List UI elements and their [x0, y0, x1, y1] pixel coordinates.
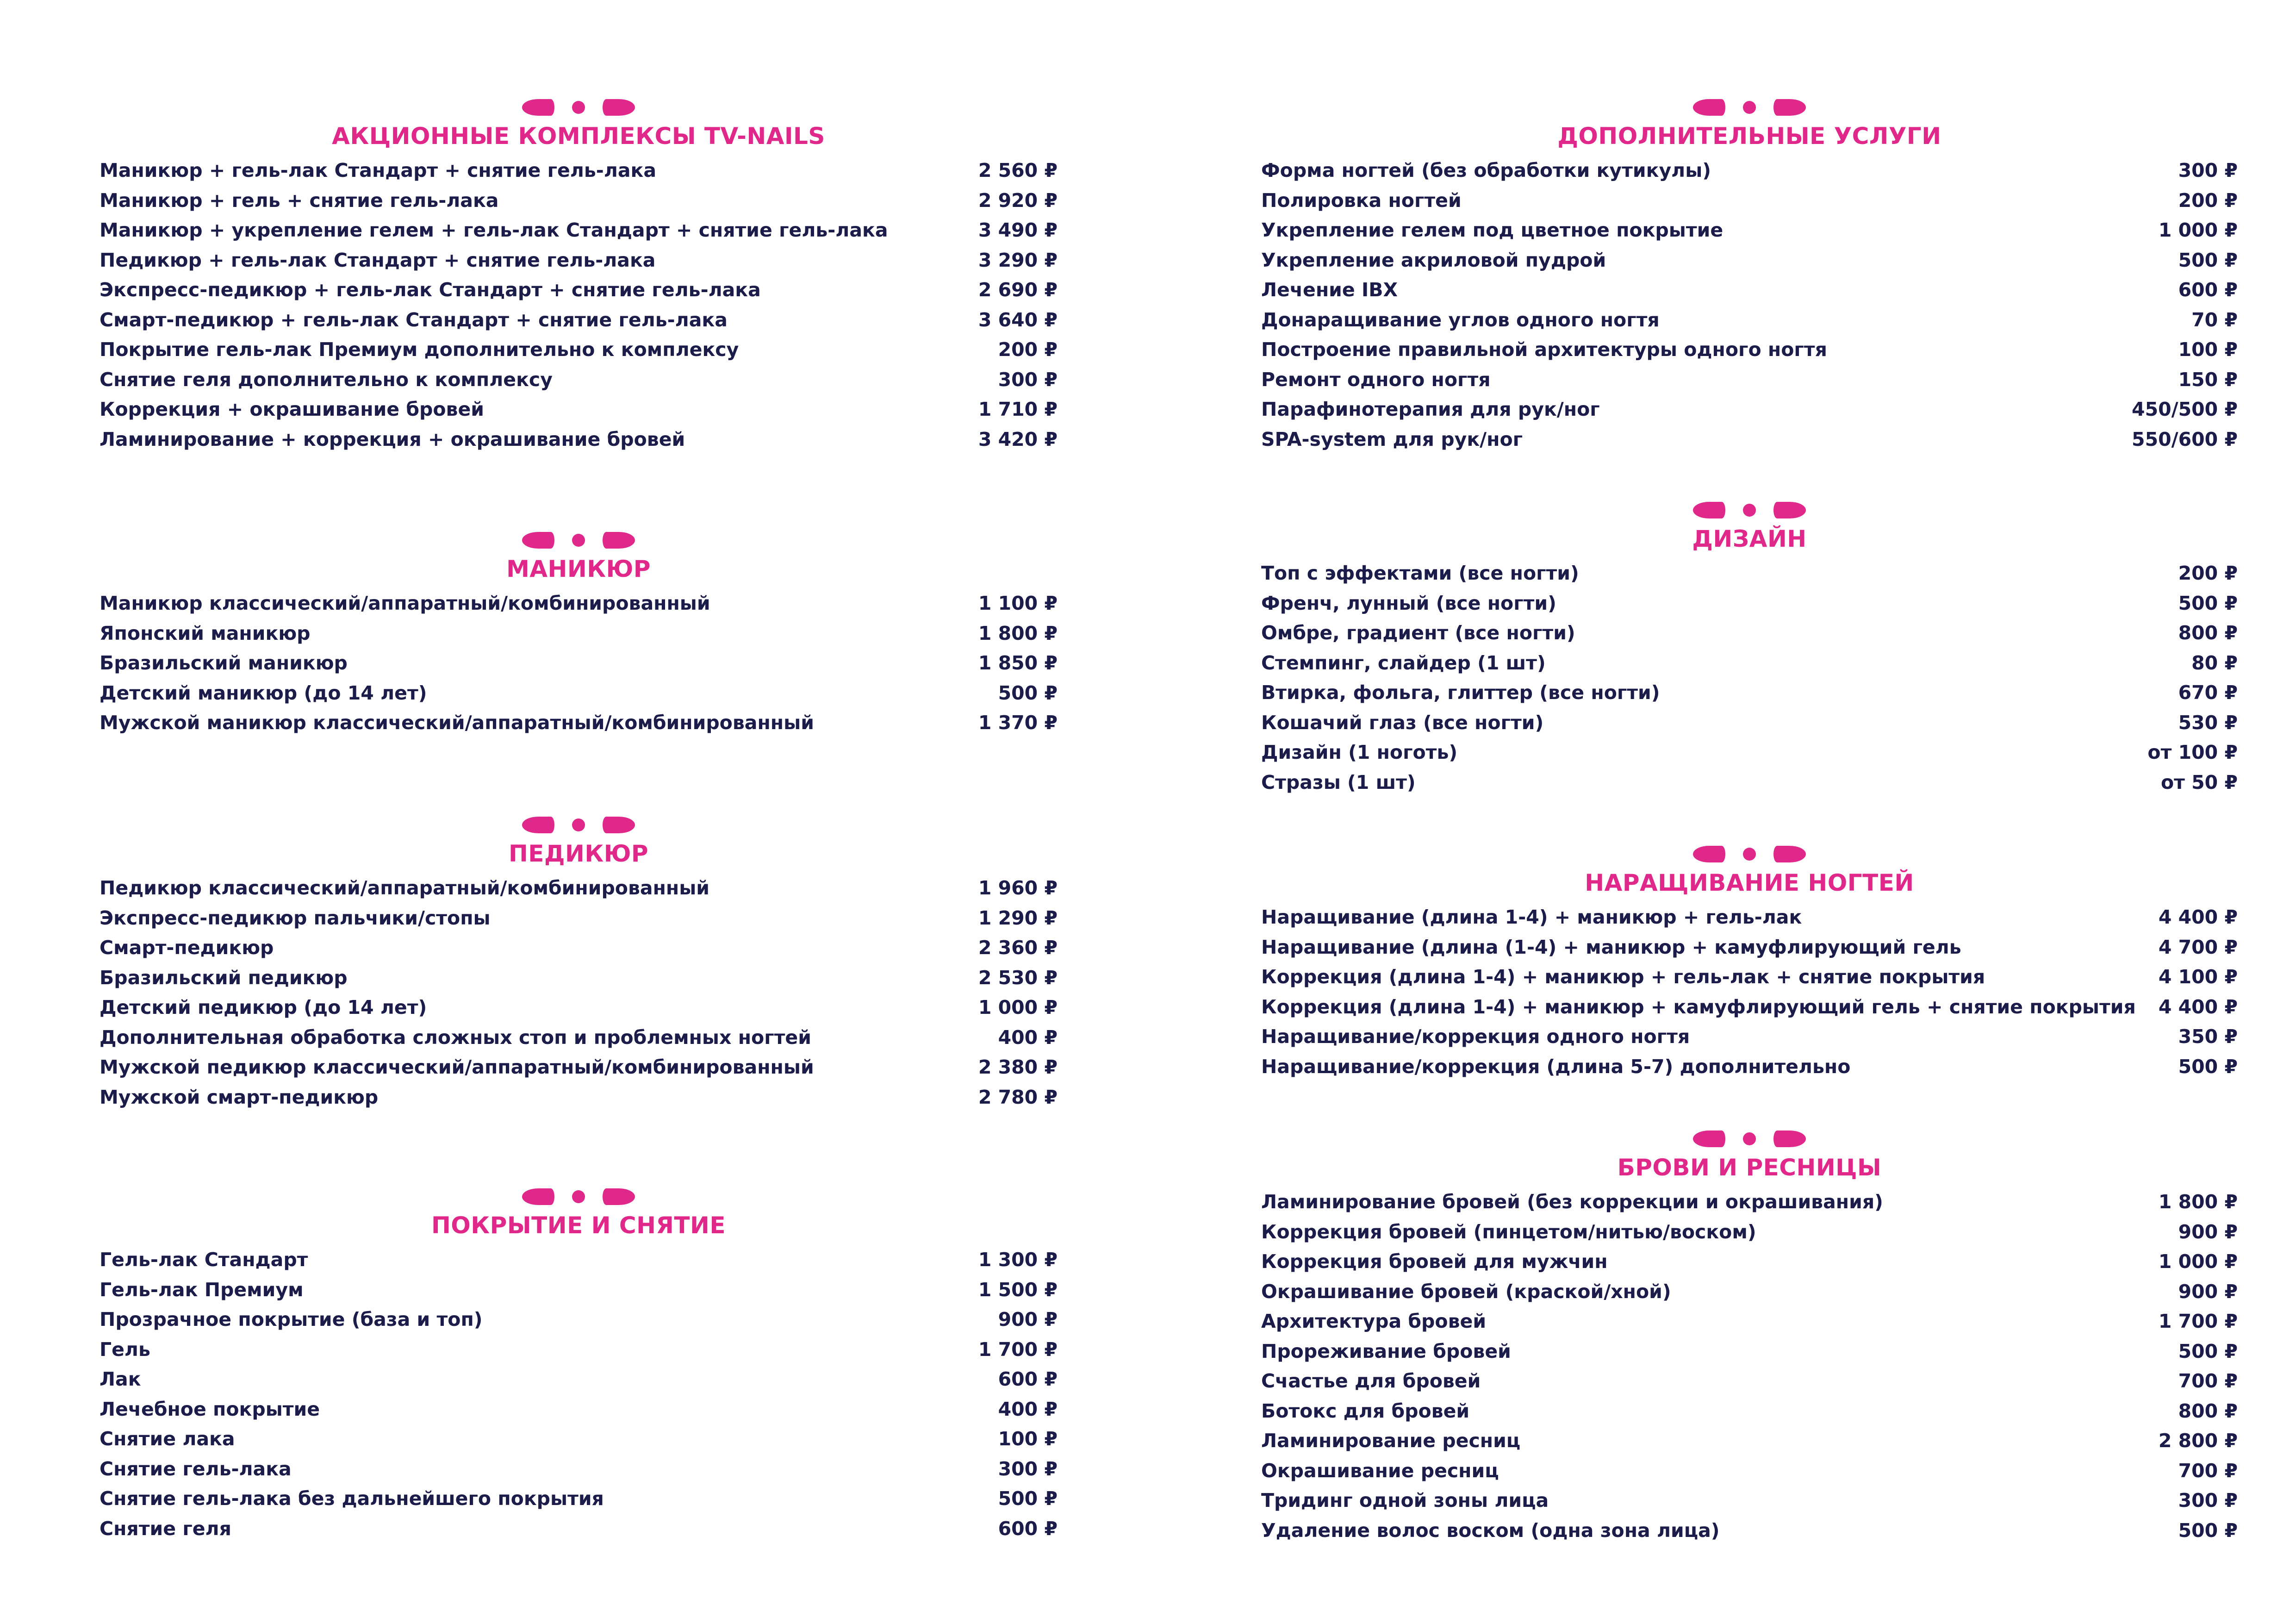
- ornament-dot: [572, 534, 585, 547]
- price-row: [100, 1514, 1058, 1544]
- section-nail-extension: [1261, 845, 2238, 1081]
- price-row: [1261, 588, 2238, 618]
- section-pedicure: [100, 816, 1058, 1112]
- service-price: 3 640 ₽: [978, 308, 1058, 331]
- service-price: 200 ₽: [2178, 562, 2238, 584]
- service-name: Коррекция (длина 1-4) + маникюр + камуфлирующий гель + снятие покрытия: [1261, 995, 2136, 1018]
- service-name: Японский маникюр: [100, 622, 311, 644]
- price-row: [1261, 768, 2238, 798]
- price-row: [100, 365, 1058, 395]
- price-row: [1261, 992, 2238, 1022]
- price-row: [100, 425, 1058, 455]
- service-price: 1 800 ₽: [978, 622, 1058, 644]
- service-price: 100 ₽: [2178, 338, 2238, 361]
- service-price: 1 100 ₽: [978, 592, 1058, 614]
- section-title: БРОВИ И РЕСНИЦЫ: [1617, 1154, 1882, 1181]
- ornament-drop: [603, 99, 635, 116]
- service-name: Педикюр + гель-лак Стандарт + снятие гель-лака: [100, 249, 656, 271]
- section-title: ПЕДИКЮР: [508, 840, 649, 867]
- ornament-drop: [522, 532, 554, 549]
- service-price: 3 420 ₽: [978, 428, 1058, 450]
- service-name: Архитектура бровей: [1261, 1310, 1487, 1332]
- service-name: Укрепление акриловой пудрой: [1261, 249, 1606, 271]
- price-row: [1261, 394, 2238, 425]
- price-list: [100, 588, 1058, 738]
- service-price: 70 ₽: [2191, 308, 2238, 331]
- price-row: [100, 678, 1058, 708]
- service-price: 1 500 ₽: [978, 1278, 1058, 1301]
- price-row: [1261, 1277, 2238, 1307]
- service-price: 700 ₽: [2178, 1459, 2238, 1482]
- price-row: [100, 933, 1058, 963]
- service-price: 300 ₽: [998, 1457, 1058, 1480]
- ornament-drop: [1773, 1131, 1806, 1147]
- price-row: [1261, 962, 2238, 992]
- service-price: 300 ₽: [2178, 1489, 2238, 1512]
- ornament-drop: [1693, 1131, 1725, 1147]
- price-row: [100, 1023, 1058, 1053]
- service-name: Снятие геля: [100, 1517, 231, 1540]
- ornament-drop: [1773, 502, 1806, 518]
- price-row: [1261, 1187, 2238, 1217]
- price-row: [100, 186, 1058, 216]
- service-price: 550/600 ₽: [2132, 428, 2238, 450]
- service-price: 200 ₽: [998, 338, 1058, 361]
- section-additional-services: [1261, 98, 2238, 454]
- service-price: 1 700 ₽: [2158, 1310, 2238, 1332]
- nail-ornament-icon: [1261, 501, 2238, 519]
- service-price: 2 530 ₽: [978, 966, 1058, 989]
- ornament-drop: [603, 1188, 635, 1205]
- service-price: 1 710 ₽: [978, 398, 1058, 420]
- price-row: [100, 648, 1058, 678]
- service-price: 100 ₽: [998, 1428, 1058, 1450]
- service-price: 1 800 ₽: [2158, 1191, 2238, 1213]
- section-coating-removal: [100, 1187, 1058, 1543]
- service-name: Лечебное покрытие: [100, 1398, 320, 1420]
- section-title: НАРАЩИВАНИЕ НОГТЕЙ: [1585, 869, 1914, 896]
- service-price: 600 ₽: [2178, 279, 2238, 301]
- service-price: 670 ₽: [2178, 681, 2238, 704]
- service-name: Топ с эффектами (все ногти): [1261, 562, 1579, 584]
- service-name: Коррекция бровей (пинцетом/нитью/воском): [1261, 1220, 1756, 1243]
- price-row: [100, 275, 1058, 305]
- service-price: 350 ₽: [2178, 1025, 2238, 1048]
- service-name: Тридинг одной зоны лица: [1261, 1489, 1549, 1512]
- service-price: 1 700 ₽: [978, 1338, 1058, 1361]
- price-row: [1261, 648, 2238, 678]
- service-name: Ламинирование + коррекция + окрашивание бровей: [100, 428, 685, 450]
- price-row: [100, 1305, 1058, 1335]
- price-row: [100, 1364, 1058, 1394]
- price-row: [1261, 1306, 2238, 1337]
- service-name: Снятие гель-лака без дальнейшего покрытия: [100, 1487, 604, 1510]
- service-price: 700 ₽: [2178, 1370, 2238, 1392]
- service-name: Коррекция (длина 1-4) + маникюр + гель-лак + снятие покрытия: [1261, 966, 1985, 988]
- service-name: Наращивание (длина 1-4) + маникюр + гель-лак: [1261, 906, 1802, 928]
- price-row: [100, 1335, 1058, 1365]
- price-row: [1261, 1337, 2238, 1367]
- service-price: 4 700 ₽: [2158, 936, 2238, 958]
- section-title: ДОПОЛНИТЕЛЬНЫЕ УСЛУГИ: [1557, 123, 1941, 150]
- service-name: Экспресс-педикюр + гель-лак Стандарт + снятие гель-лака: [100, 279, 761, 301]
- service-price: 600 ₽: [998, 1368, 1058, 1390]
- price-row: [100, 215, 1058, 245]
- service-name: Форма ногтей (без обработки кутикулы): [1261, 159, 1711, 181]
- price-row: [1261, 1217, 2238, 1247]
- ornament-dot: [572, 818, 585, 831]
- price-row: [1261, 215, 2238, 245]
- price-list: [1261, 156, 2238, 454]
- price-row: [1261, 678, 2238, 708]
- service-name: Омбре, градиент (все ногти): [1261, 622, 1575, 644]
- price-row: [100, 156, 1058, 186]
- price-row: [100, 588, 1058, 618]
- service-name: Гель: [100, 1338, 150, 1361]
- service-name: Ламинирование бровей (без коррекции и окрашивания): [1261, 1191, 1883, 1213]
- service-name: Наращивание/коррекция (длина 5-7) дополнительно: [1261, 1055, 1851, 1078]
- service-price: 400 ₽: [998, 1026, 1058, 1049]
- price-row: [100, 1245, 1058, 1275]
- price-row: [100, 1082, 1058, 1112]
- service-price: 2 690 ₽: [978, 279, 1058, 301]
- service-price: 500 ₽: [2178, 1340, 2238, 1362]
- service-price: 2 920 ₽: [978, 189, 1058, 212]
- ornament-drop: [522, 99, 554, 116]
- nail-ornament-icon: [100, 816, 1058, 834]
- service-price: 400 ₽: [998, 1398, 1058, 1420]
- price-row: [1261, 305, 2238, 335]
- price-row: [1261, 365, 2238, 395]
- service-price: 800 ₽: [2178, 622, 2238, 644]
- price-row: [1261, 932, 2238, 962]
- service-price: 500 ₽: [998, 1487, 1058, 1510]
- service-price: 2 380 ₽: [978, 1056, 1058, 1078]
- service-name: Детский педикюр (до 14 лет): [100, 996, 427, 1018]
- service-name: Лак: [100, 1368, 141, 1390]
- price-row: [1261, 1366, 2238, 1396]
- service-price: 1 000 ₽: [2158, 219, 2238, 241]
- service-price: 300 ₽: [2178, 159, 2238, 181]
- service-price: 4 400 ₽: [2158, 906, 2238, 928]
- service-price: 2 780 ₽: [978, 1086, 1058, 1108]
- price-row: [1261, 425, 2238, 455]
- service-price: 1 000 ₽: [2158, 1250, 2238, 1273]
- price-row: [100, 335, 1058, 365]
- service-price: 450/500 ₽: [2132, 398, 2238, 420]
- service-name: Прореживание бровей: [1261, 1340, 1511, 1362]
- price-list: [1261, 558, 2238, 797]
- nail-ornament-icon: [100, 531, 1058, 550]
- service-name: Смарт-педикюр: [100, 937, 274, 959]
- ornament-dot: [572, 101, 585, 114]
- service-name: Дизайн (1 ноготь): [1261, 741, 1458, 763]
- price-row: [100, 903, 1058, 933]
- price-row: [100, 1275, 1058, 1305]
- service-name: Полировка ногтей: [1261, 189, 1462, 212]
- service-price: 1 000 ₽: [978, 996, 1058, 1018]
- ornament-dot: [1743, 1132, 1756, 1145]
- service-name: Удаление волос воском (одна зона лица): [1261, 1519, 1720, 1542]
- price-row: [1261, 1247, 2238, 1277]
- service-name: Экспресс-педикюр пальчики/стопы: [100, 906, 491, 929]
- price-row: [1261, 275, 2238, 305]
- service-name: Втирка, фольга, глиттер (все ногти): [1261, 681, 1660, 704]
- ornament-drop: [522, 817, 554, 833]
- service-name: Гель-лак Стандарт: [100, 1249, 308, 1271]
- service-name: Маникюр + гель-лак Стандарт + снятие гель-лака: [100, 159, 657, 181]
- service-price: 300 ₽: [998, 368, 1058, 391]
- nail-ornament-icon: [100, 98, 1058, 117]
- service-name: Коррекция бровей для мужчин: [1261, 1250, 1608, 1273]
- service-name: Коррекция + окрашивание бровей: [100, 398, 485, 420]
- service-name: Смарт-педикюр + гель-лак Стандарт + снятие гель-лака: [100, 308, 728, 331]
- price-row: [100, 993, 1058, 1023]
- price-row: [100, 708, 1058, 738]
- service-price: 2 800 ₽: [2158, 1430, 2238, 1452]
- service-name: Построение правильной архитектуры одного ногтя: [1261, 338, 1827, 361]
- service-name: Окрашивание бровей (краской/хной): [1261, 1280, 1671, 1303]
- price-row: [1261, 618, 2238, 648]
- service-name: Детский маникюр (до 14 лет): [100, 681, 427, 704]
- service-name: Кошачий глаз (все ногти): [1261, 711, 1544, 734]
- ornament-dot: [1743, 848, 1756, 861]
- price-row: [100, 873, 1058, 903]
- price-list: [100, 156, 1058, 454]
- service-price: 4 400 ₽: [2158, 995, 2238, 1018]
- price-row: [100, 245, 1058, 275]
- service-price: 500 ₽: [998, 681, 1058, 704]
- ornament-drop: [1693, 846, 1725, 862]
- service-price: 530 ₽: [2178, 711, 2238, 734]
- nail-ornament-icon: [1261, 1130, 2238, 1148]
- price-row: [1261, 335, 2238, 365]
- service-name: Дополнительная обработка сложных стоп и проблемных ногтей: [100, 1026, 811, 1049]
- service-name: Бразильский педикюр: [100, 966, 348, 989]
- service-name: Маникюр классический/аппаратный/комбинированный: [100, 592, 710, 614]
- price-row: [1261, 1052, 2238, 1082]
- price-row: [1261, 186, 2238, 216]
- service-price: 1 370 ₽: [978, 712, 1058, 734]
- service-price: 600 ₽: [998, 1517, 1058, 1540]
- price-row: [1261, 245, 2238, 275]
- section-title: АКЦИОННЫЕ КОМПЛЕКСЫ TV-NAILS: [332, 123, 825, 150]
- ornament-drop: [603, 817, 635, 833]
- ornament-drop: [1773, 99, 1806, 116]
- service-name: Ламинирование ресниц: [1261, 1430, 1521, 1452]
- ornament-drop: [1693, 502, 1725, 518]
- price-row: [100, 1052, 1058, 1082]
- nail-ornament-icon: [100, 1187, 1058, 1206]
- price-row: [1261, 1456, 2238, 1486]
- service-name: Мужской маникюр классический/аппаратный/комбинированный: [100, 712, 814, 734]
- nail-ornament-icon: [1261, 845, 2238, 863]
- price-row: [100, 394, 1058, 425]
- price-row: [1261, 1516, 2238, 1546]
- price-row: [100, 1424, 1058, 1454]
- service-name: Мужской смарт-педикюр: [100, 1086, 379, 1108]
- price-row: [100, 1454, 1058, 1484]
- service-name: Лечение IBX: [1261, 279, 1398, 301]
- service-name: Стемпинг, слайдер (1 шт): [1261, 651, 1546, 674]
- service-price: 800 ₽: [2178, 1399, 2238, 1422]
- price-list: [1261, 1187, 2238, 1545]
- service-name: Счастье для бровей: [1261, 1370, 1481, 1392]
- service-name: Прозрачное покрытие (база и топ): [100, 1308, 483, 1330]
- service-name: Ремонт одного ногтя: [1261, 368, 1491, 391]
- service-name: Наращивание (длина (1-4) + маникюр + камуфлирующий гель: [1261, 936, 1961, 958]
- service-name: Мужской педикюр классический/аппаратный/комбинированный: [100, 1056, 814, 1078]
- price-row: [100, 618, 1058, 649]
- service-name: Покрытие гель-лак Премиум дополнительно к комплексу: [100, 338, 739, 361]
- service-price: 500 ₽: [2178, 1519, 2238, 1542]
- ornament-drop: [522, 1188, 554, 1205]
- price-row: [100, 963, 1058, 993]
- service-price: 1 290 ₽: [978, 906, 1058, 929]
- price-row: [1261, 737, 2238, 768]
- service-name: Бразильский маникюр: [100, 652, 348, 674]
- section-promo-complexes: [100, 98, 1058, 454]
- service-price: 3 290 ₽: [978, 249, 1058, 271]
- service-name: Донаращивание углов одного ногтя: [1261, 308, 1660, 331]
- price-row: [1261, 1396, 2238, 1426]
- service-name: Стразы (1 шт): [1261, 771, 1416, 793]
- service-name: Ботокс для бровей: [1261, 1399, 1470, 1422]
- price-row: [1261, 1022, 2238, 1052]
- service-price: 80 ₽: [2191, 651, 2238, 674]
- service-price: 3 490 ₽: [978, 219, 1058, 241]
- price-row: [1261, 558, 2238, 588]
- service-name: Окрашивание ресниц: [1261, 1459, 1499, 1482]
- service-price: 200 ₽: [2178, 189, 2238, 212]
- section-title: ПОКРЫТИЕ И СНЯТИЕ: [431, 1212, 726, 1239]
- section-title: ДИЗАЙН: [1692, 525, 1807, 552]
- service-price: 1 850 ₽: [978, 652, 1058, 674]
- price-row: [1261, 902, 2238, 932]
- service-name: Маникюр + укрепление гелем + гель-лак Стандарт + снятие гель-лака: [100, 219, 888, 241]
- service-name: SPA-system для рук/ног: [1261, 428, 1523, 450]
- ornament-dot: [1743, 101, 1756, 114]
- price-row: [100, 1394, 1058, 1424]
- price-row: [1261, 708, 2238, 738]
- service-price: 900 ₽: [998, 1308, 1058, 1330]
- section-design: [1261, 501, 2238, 797]
- service-name: Парафинотерапия для рук/ног: [1261, 398, 1600, 420]
- service-price: 900 ₽: [2178, 1280, 2238, 1303]
- service-name: Снятие геля дополнительно к комплексу: [100, 368, 553, 391]
- service-price: 4 100 ₽: [2158, 966, 2238, 988]
- service-price: 1 960 ₽: [978, 877, 1058, 899]
- ornament-dot: [572, 1190, 585, 1203]
- price-row: [100, 305, 1058, 335]
- service-name: Гель-лак Премиум: [100, 1278, 304, 1301]
- ornament-drop: [603, 532, 635, 549]
- price-list: [100, 873, 1058, 1112]
- service-name: Снятие лака: [100, 1428, 235, 1450]
- service-price: 500 ₽: [2178, 592, 2238, 614]
- section-manicure: [100, 531, 1058, 738]
- service-price: 150 ₽: [2178, 368, 2238, 391]
- nail-ornament-icon: [1261, 98, 2238, 117]
- ornament-dot: [1743, 504, 1756, 517]
- price-row: [1261, 1426, 2238, 1456]
- service-price: 2 560 ₽: [978, 159, 1058, 181]
- price-row: [1261, 1486, 2238, 1516]
- service-price: 2 360 ₽: [978, 937, 1058, 959]
- service-price: 500 ₽: [2178, 249, 2238, 271]
- price-list: [1261, 902, 2238, 1081]
- price-list: [100, 1245, 1058, 1543]
- service-name: Укрепление гелем под цветное покрытие: [1261, 219, 1724, 241]
- section-brows-lashes: [1261, 1130, 2238, 1545]
- service-price: от 100 ₽: [2147, 741, 2238, 763]
- ornament-drop: [1693, 99, 1725, 116]
- service-name: Педикюр классический/аппаратный/комбинированный: [100, 877, 710, 899]
- service-price: 500 ₽: [2178, 1055, 2238, 1078]
- section-title: МАНИКЮР: [506, 556, 651, 582]
- price-row: [1261, 156, 2238, 186]
- service-price: 900 ₽: [2178, 1220, 2238, 1243]
- service-name: Снятие гель-лака: [100, 1457, 292, 1480]
- service-name: Маникюр + гель + снятие гель-лака: [100, 189, 499, 212]
- service-price: 1 300 ₽: [978, 1249, 1058, 1271]
- service-price: от 50 ₽: [2160, 771, 2238, 793]
- ornament-drop: [1773, 846, 1806, 862]
- price-row: [100, 1484, 1058, 1514]
- service-name: Френч, лунный (все ногти): [1261, 592, 1556, 614]
- service-name: Наращивание/коррекция одного ногтя: [1261, 1025, 1690, 1048]
